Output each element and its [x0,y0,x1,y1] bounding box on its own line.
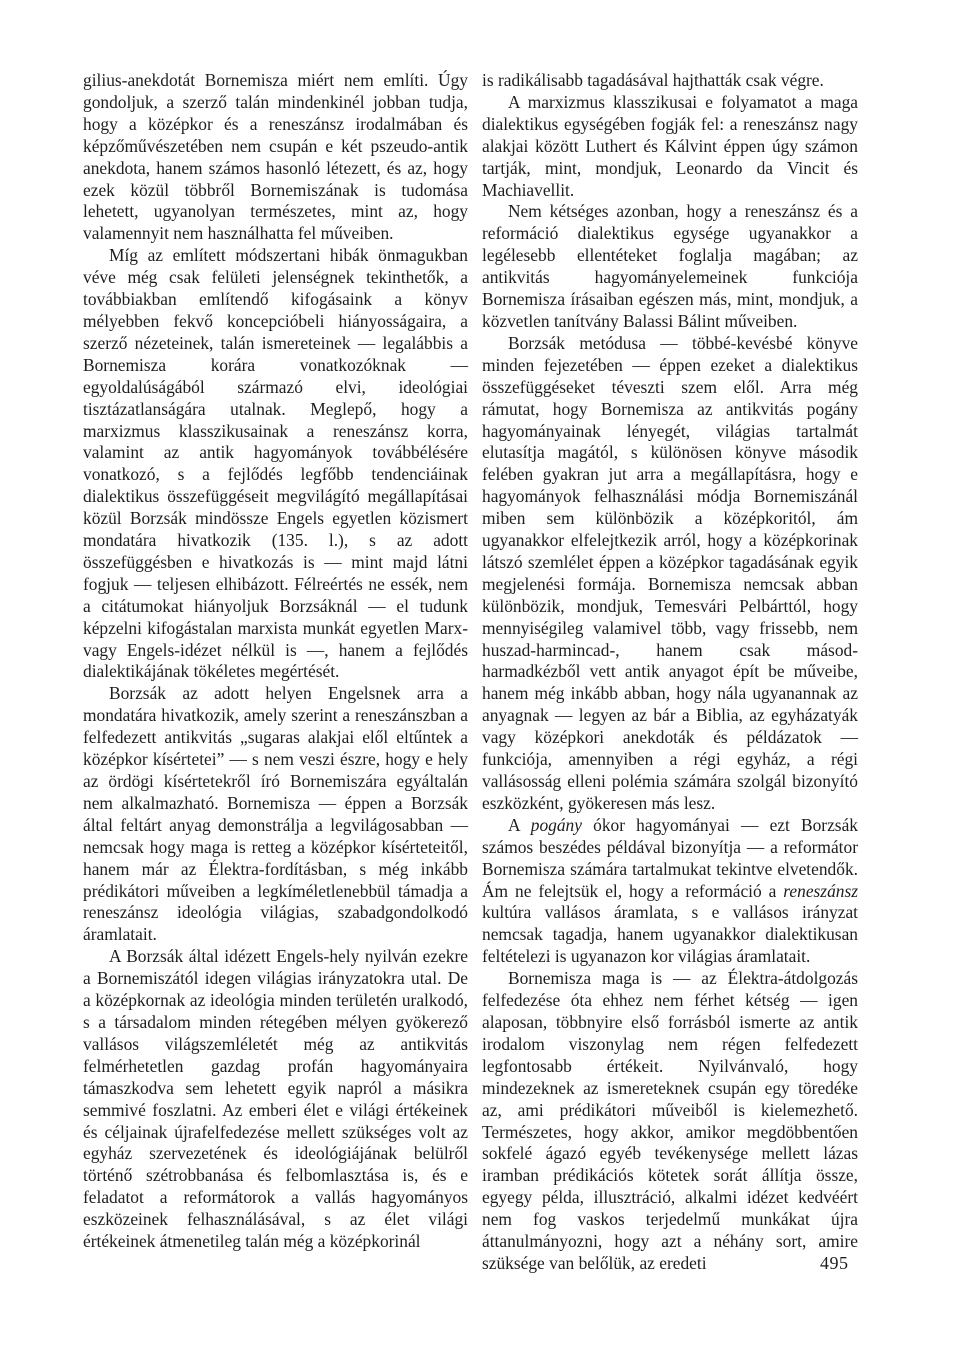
right-column [482,70,858,1275]
paragraph: Borzsák az adott helyen Engelsnek arra a mondatára hivatkozik, amely szerint a reneszánszban a felfedezett antikvitás „sugaras alakjai elől eltűntek a középkor kísértetei” — s nem veszi észre, hogy e hely az ördögi kísértetekről író Bornemiszára egyáltalán nem alkalmazható. Bornemisza — éppen a Borzsák által feltárt anyag demonstrálja a legvilágosabban — nemcsak hogy maga is retteg a középkor kísérteteitől, hanem már az Élektra-fordításban, s még inkább prédikátori műveiben a legkíméletlenebbül támadja a reneszánsz ideológia világias, szabadgondolkodó áramlatait. [83,683,468,945]
paragraph: Bornemisza maga is — az Élektra-átdolgozás felfedezése óta ehhez nem férhet kétség — igen alaposan, többnyire első forrásból ismerte az antik irodalom viszonylag nem régen felfedezett legfontosabb értékeit. Nyilvánvaló, hogy mindezeknek az ismereteknek csupán egy töredéke az, ami prédikátori műveiből is kielemezhető. Természetes, hogy akkor, amikor megdöbbentően sokfelé ágazó egyéb tevékenysége mellett lázas iramban prédikációs kötetek sorát állítja össze, egyegy példa, illusztráció, alkalmi idézet kedvéért nem fog vaskos terjedelmű munkákat újra áttanulmányozni, hogy azt a néhány sort, amire szüksége van belőlük, az eredeti [482,968,858,1273]
italic-text: pogány [530,814,582,835]
paragraph: is radikálisabb tagadásával hajthatták csak végre. [482,70,824,90]
left-column [83,70,468,1253]
paragraph: gilius-anekdotát Bornemisza miért nem említi. Úgy gondoljuk, a szerző talán mindenkinél jobban tudja, hogy a középkor és a reneszánsz irodalmában és képzőművészetében nem csupán e két pszeudo-antik anekdota, hanem számos hasonló létezett, és az, hogy ezek közül többről Bornemiszának is tudomása lehetett, ugyanolyan természetes, mint az, hogy valamennyit nem használhatta fel műveiben. [83,70,468,244]
paragraph: Nem kétséges azonban, hogy a reneszánsz és a reformáció dialektikus egysége ugyanakkor a legélesebb ellentéteket foglalja magában; az antikvitás hagyományelemeinek funkciója Bornemisza írásaiban egészen más, mint, mondjuk, a közvetlen tanítvány Balassi Bálint műveiben. [482,201,858,331]
italic-text: reneszánsz [783,880,858,901]
paragraph [482,815,858,968]
paragraph: A Borzsák által idézett Engels-hely nyilván ezekre a Bornemiszától idegen világias irányzatokra utal. De a középkornak az ideológia minden területén uralkodó, s a társadalom minden rétegében mélyen gyökerező vallásos világszemléletét még az antikvitás felmérhetetlen gazdag profán hagyományaira támaszkodva sem lehetett egyik napról a másikra semmivé foszlatni. Az emberi élet e világi értékeinek és céljainak újrafelfedezése mellett szükséges volt az egyház szervezetének és ideológiájának belülről történő szétrobbanása és felbomlasztása is, és e feladatot a reformátorok a vallás hagyományos eszközeinek felhasználásával, s az élet világi értékeinek átmenetileg talán még a középkorinál [83,946,468,1252]
text-run: A [508,814,531,835]
paragraph: Borzsák metódusa — többé-kevésbé könyve minden fejezetében — éppen ezeket a dialektikus összefüggéseket téveszti szem elől. Arra még rámutat, hogy Bornemisza az antikvitás pogány hagyományainak lényegét, világias tartalmát elutasítja magától, s különösen könyve második felében gyakran jut arra a megállapításra, hogy e hagyományok felhasználási módja Bornemiszánál miben sem különbözik a középkoritól, ám ugyanakkor elfelejtkezik arról, hogy a középkorinak látszó szemlélet éppen a középkor tagadásának egyik megjelenési formája. Bornemisza nemcsak abban különbözik, mondjuk, Temesvári Pelbárttól, hogy mennyiségileg valamivel több, vagy frissebb, nem huszad-harmincad-, hanem csak másod-harmadkézből vett antik anyagot épít be műveibe, hanem még inkább abban, hogy nála ugyanannak az anyagnak — legyen az bár a Biblia, az egyházatyák vagy középkori anekdoták és példázatok — funkciója, amennyiben a régi egyház, a régi vallásosság elleni polémia számára szolgál bizonyító eszközként, gyökeresen más lesz. [482,332,858,813]
text-run: ókor hagyományai — ezt Borzsák számos beszédes példával bizonyítja — a reformátor Bornemisza számára tartalmukat tekintve elvetendők. Ám ne felejtsük el, hogy a reformáció a [482,814,858,901]
text-run: kultúra vallásos áramlata, s e vallásos irányzat nemcsak tagadja, hanem ugyanakkor dialektikusan feltételezi is ugyanazon kor világias áramlatait. [482,902,858,967]
paragraph: A marxizmus klasszikusai e folyamatot a maga dialektikus egységében fogják fel: a reneszánsz nagy alakjai között Luthert és Kálvint éppen úgy számon tartják, mint, mondjuk, Leonardo da Vincit és Machiavellit. [482,91,858,200]
page-number: 495 [820,1253,849,1273]
paragraph: Míg az említett módszertani hibák önmagukban véve még csak felületi jelenségnek tekinthetők, a továbbiakban említendő kifogásaink a könyv mélyebben fekvő koncepcióbeli hiányosságaira, a szerző nézeteinek, talán ismereteinek — legalábbis a Bornemisza korára vonatkozóknak — egyoldalúságából származó elvi, ideológiai tisztázatlanságára utalnak. Meglepő, hogy a marxizmus klasszikusainak a reneszánsz korra, valamint az antik hagyományok továbbélésére vonatkozó, s a fejlődés legfőbb tendenciáinak dialektikus összefüggéseit megvilágító megállapításai közül Borzsák mindössze Engels egyetlen közismert mondatára hivatkozik (135. l.), s az adott összefüggésben e hivatkozás is — mint majd látni fogjuk — teljesen elhibázott. Félreértés ne essék, nem a citátumokat hiányoljuk Borzsáknál — el tudunk képzelni kifogástalan marxista munkát egyetlen Marx- vagy Engels-idézet nélkül is —, hanem a fejlődés dialektikájának tökéletes megértését. [83,245,468,682]
